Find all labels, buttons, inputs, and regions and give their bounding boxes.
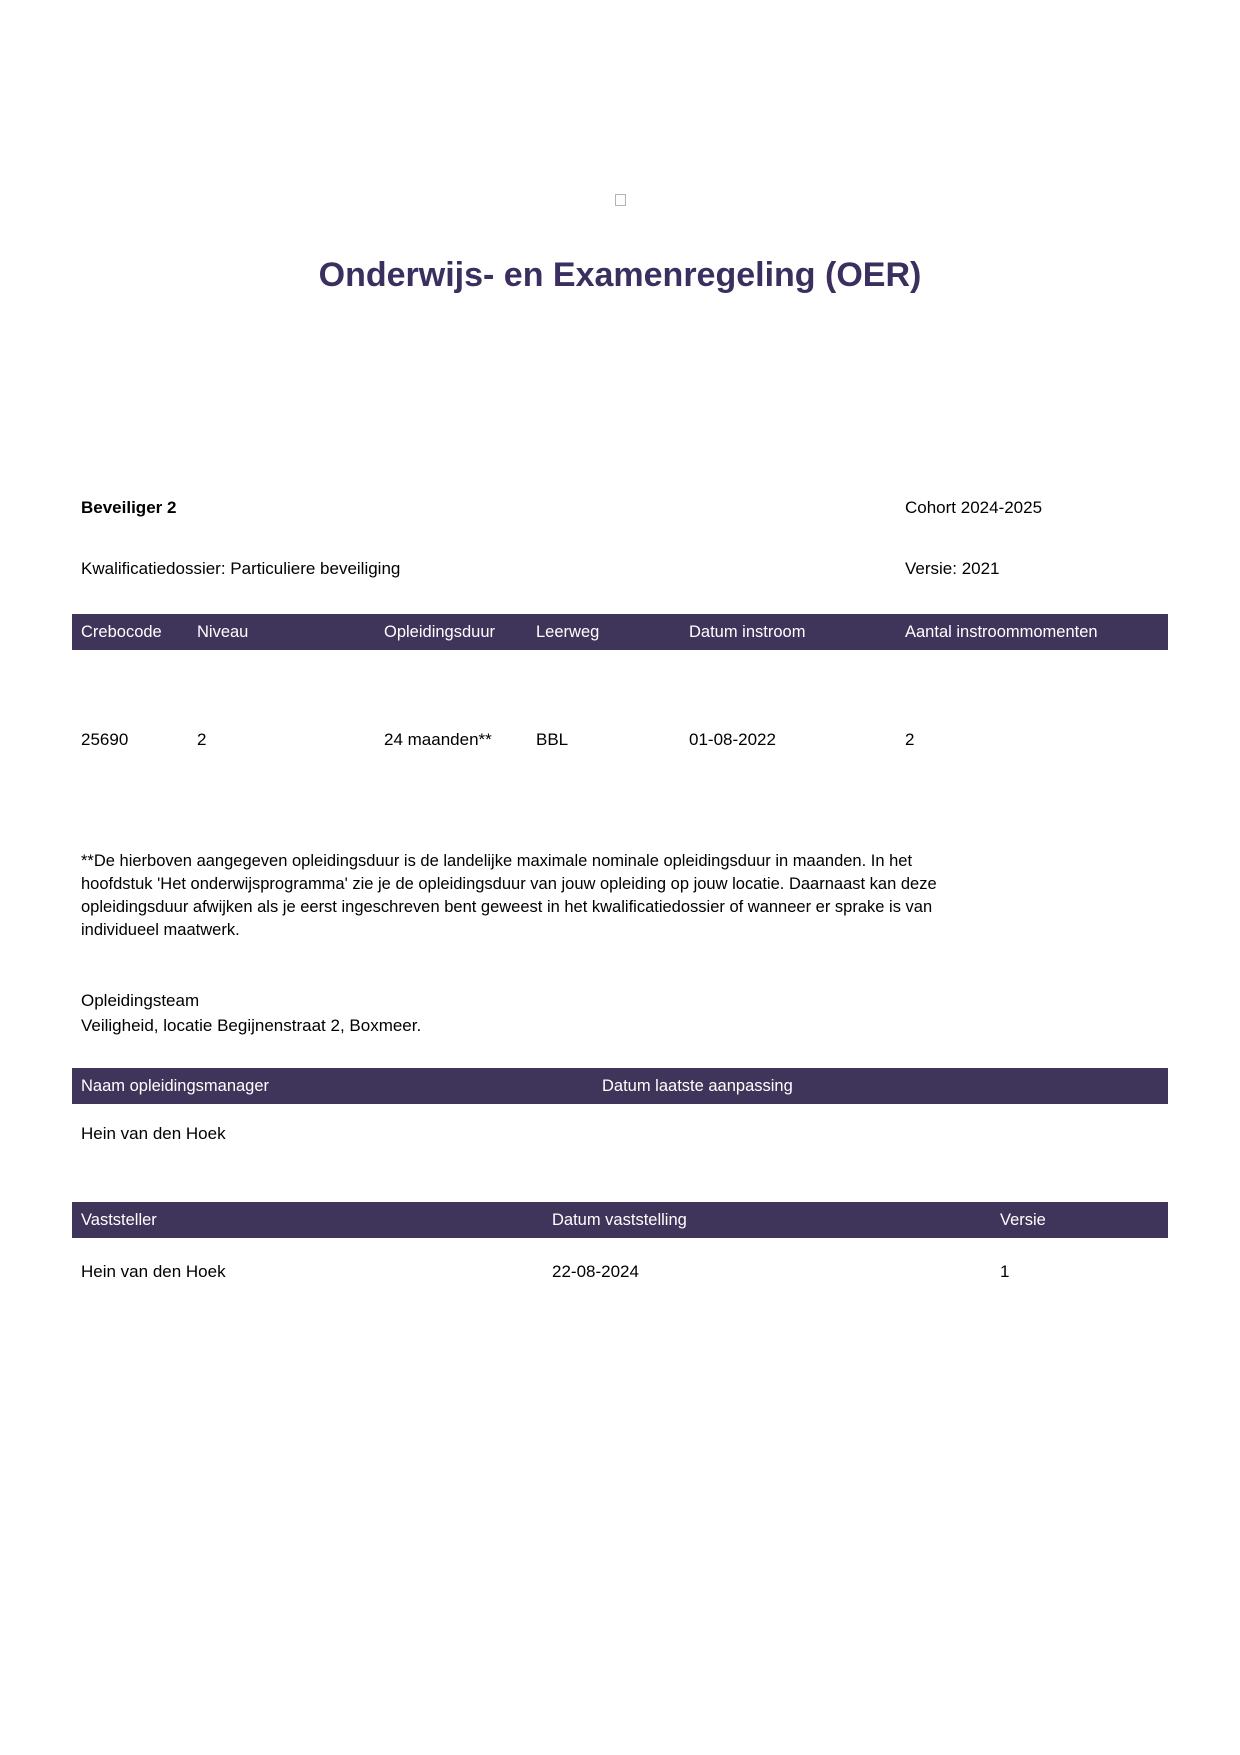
program-table-cell-crebocode: 25690 — [81, 730, 129, 749]
manager-table-cell-datum-aanpassing — [602, 1124, 1168, 1144]
program-table-header-datum-instroom: Datum instroom — [689, 622, 806, 641]
team-block — [81, 988, 421, 1038]
duration-note-line: hoofdstuk 'Het onderwijsprogramma' zie je de opleidingsduur van jouw opleiding op jouw locatie. Daarnaast kan deze — [81, 875, 937, 893]
manager-table-row — [72, 1124, 1168, 1144]
program-table-header-crebocode: Crebocode — [81, 622, 162, 641]
approval-table-cell-datum-vaststelling: 22-08-2024 — [552, 1262, 639, 1281]
approval-table-cell-versie: 1 — [1000, 1262, 1010, 1281]
cohort-label: Cohort 2024-2025 — [905, 498, 1043, 517]
program-table-cell-aantal-instroommomenten: 2 — [905, 730, 915, 749]
duration-note — [81, 850, 1126, 942]
page-title: Onderwijs- en Examenregeling (OER) — [318, 256, 922, 294]
duration-note-line: **De hierboven aangegeven opleidingsduur is de landelijke maximale nominale opleidingsduur in maanden. In het — [81, 852, 913, 870]
duration-note-line: individueel maatwerk. — [81, 921, 240, 939]
manager-table-header-row — [72, 1068, 1168, 1104]
duration-note-line: opleidingsduur afwijken als je eerst ingeschreven bent geweest in het kwalificatiedossier of wanneer er sprake is van — [81, 898, 933, 916]
version-label: Versie: 2021 — [905, 559, 1000, 578]
program-table-cell-datum-instroom: 01-08-2022 — [689, 730, 776, 749]
approval-table-header-row — [72, 1202, 1168, 1238]
manager-table-header-naam: Naam opleidingsmanager — [81, 1076, 270, 1095]
program-table-header-leerweg: Leerweg — [536, 622, 600, 641]
program-table-cell-leerweg: BBL — [536, 730, 569, 749]
qualification-dossier-label: Kwalificatiedossier: Particuliere beveiliging — [81, 559, 401, 578]
program-table-header-aantal-instroommomenten: Aantal instroommomenten — [905, 622, 1098, 641]
team-location: Veiligheid, locatie Begijnenstraat 2, Boxmeer. — [81, 1016, 422, 1035]
approval-table-row — [72, 1262, 1168, 1282]
approval-table-cell-vaststeller: Hein van den Hoek — [81, 1262, 226, 1281]
program-table-header-niveau: Niveau — [197, 622, 249, 641]
missing-image-placeholder-icon — [615, 194, 626, 206]
manager-table-cell-naam: Hein van den Hoek — [81, 1124, 226, 1143]
team-label: Opleidingsteam — [81, 991, 200, 1010]
approval-table-header-vaststeller: Vaststeller — [81, 1210, 157, 1229]
program-table-cell-niveau: 2 — [197, 730, 207, 749]
manager-table-header-datum-aanpassing: Datum laatste aanpassing — [602, 1076, 793, 1095]
program-name: Beveiliger 2 — [81, 498, 177, 517]
program-table-header-row — [72, 614, 1168, 650]
approval-table-header-versie: Versie — [1000, 1210, 1046, 1229]
program-table-cell-opleidingsduur: 24 maanden** — [384, 730, 492, 749]
program-table-header-opleidingsduur: Opleidingsduur — [384, 622, 495, 641]
approval-table-header-datum-vaststelling: Datum vaststelling — [552, 1210, 687, 1229]
program-table-row — [72, 730, 1168, 750]
